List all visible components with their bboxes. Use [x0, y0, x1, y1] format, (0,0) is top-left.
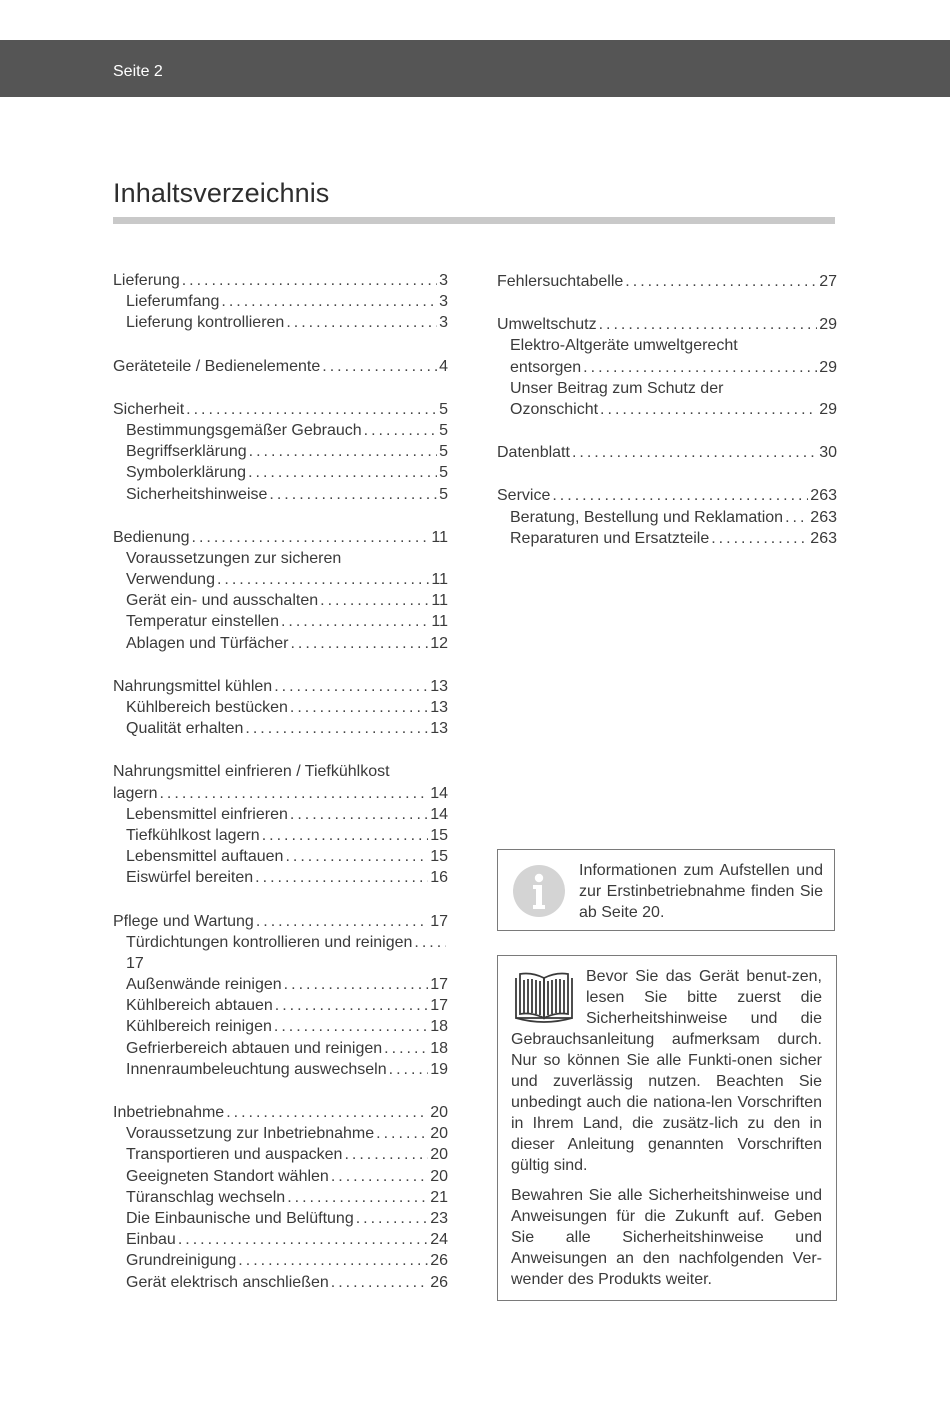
toc-page-number: 5: [439, 485, 448, 503]
toc-subentry: [497, 528, 837, 549]
toc-leader-dots: [331, 1166, 428, 1187]
toc-entry-title: Sicherheitshinweise: [126, 485, 268, 503]
toc-leader-dots: [281, 611, 429, 632]
toc-leader-dots: [245, 718, 428, 739]
toc-subentry: [497, 399, 837, 420]
toc-entry: [113, 1102, 448, 1123]
toc-page-number: 27: [819, 273, 837, 290]
toc-section: [497, 485, 837, 549]
toc-page-number: 13: [430, 677, 448, 695]
page-number-label: Seite 2: [113, 63, 163, 80]
toc-subentry: [497, 507, 837, 528]
toc-leader-dots: [286, 312, 437, 333]
toc-subentry: [113, 846, 448, 867]
toc-leader-dots: [269, 484, 437, 505]
toc-leader-dots: [290, 633, 428, 654]
toc-entry-title: Reparaturen und Ersatzteile: [510, 529, 710, 547]
toc-leader-dots: [572, 442, 817, 463]
toc-entry-title: Inbetriebnahme: [113, 1104, 225, 1121]
toc-page-number: 17: [126, 954, 144, 972]
toc-leader-dots: [274, 676, 428, 697]
toc-leader-dots: [285, 846, 428, 867]
toc-right-column: [497, 271, 837, 571]
toc-leader-dots: [249, 441, 437, 462]
toc-entry: [113, 527, 448, 548]
toc-leader-dots: [274, 1016, 428, 1037]
toc-leader-dots: [192, 527, 430, 548]
toc-page-number: 12: [430, 634, 448, 652]
toc-entry-title: entsorgen: [510, 358, 582, 376]
toc-subentry: [113, 1272, 448, 1293]
toc-section: [113, 761, 448, 888]
toc-leader-dots: [785, 507, 808, 528]
toc-page-number: 17: [430, 912, 448, 930]
toc-entry-title: Nahrungsmittel kühlen: [113, 677, 273, 695]
toc-page-number: 29: [819, 400, 837, 418]
toc-leader-dots: [287, 1187, 428, 1208]
toc-page-number: 5: [439, 400, 448, 418]
toc-leader-dots: [275, 995, 428, 1016]
toc-subentry: [497, 357, 837, 378]
toc-entry-title: Gerät ein- und ausschalten: [126, 592, 319, 610]
toc-entry-title: Temperatur einstellen: [126, 613, 279, 631]
toc-entry-title: Kühlbereich bestücken: [126, 699, 288, 716]
toc-page-number: 11: [431, 592, 448, 610]
toc-leader-dots: [376, 1123, 428, 1144]
toc-entry-title: Beratung, Bestellung und Reklamation: [510, 508, 784, 526]
toc-subentry: [113, 633, 448, 654]
toc-subentry: [113, 1166, 448, 1187]
toc-leader-dots: [600, 399, 817, 420]
toc-section: [113, 270, 448, 334]
page-title: Inhaltsverzeichnis: [113, 178, 330, 208]
toc-leader-dots: [356, 1208, 428, 1229]
toc-entry: [113, 783, 448, 804]
toc-subentry: [113, 697, 448, 718]
toc-page-number: 30: [819, 444, 837, 462]
toc-page-number: 13: [430, 699, 448, 716]
toc-leader-dots: [217, 569, 429, 590]
toc-leader-dots: [290, 697, 428, 718]
toc-leader-dots: [711, 528, 808, 549]
toc-page-number: 15: [430, 848, 448, 866]
toc-subentry: [113, 611, 448, 632]
toc-page-number: 23: [430, 1209, 448, 1227]
toc-entry: [497, 442, 837, 463]
toc-page-number: 15: [430, 826, 448, 844]
toc-subentry: [113, 312, 448, 333]
toc-leader-dots: [221, 291, 437, 312]
toc-subentry: [113, 718, 448, 739]
toc-page-number: 263: [810, 529, 837, 547]
toc-subentry: [113, 1208, 448, 1229]
toc-entry-title: Ablagen und Türfächer: [126, 634, 289, 652]
toc-subentry: [113, 291, 448, 312]
toc-entry: [497, 485, 837, 506]
toc-leader-dots: [414, 932, 446, 953]
toc-section: [113, 356, 448, 377]
toc-entry: [113, 356, 448, 377]
toc-subentry: [113, 484, 448, 505]
toc-section: [497, 314, 837, 420]
toc-page-number: 5: [439, 421, 448, 439]
toc-leader-dots: [186, 399, 437, 420]
toc-subentry: [113, 1250, 448, 1271]
toc-leader-dots: [256, 911, 428, 932]
toc-entry-title: Transportieren und auspacken: [126, 1146, 343, 1164]
toc-entry-title: Fehlersuchtabelle: [497, 273, 624, 290]
toc-entry-title: Lieferung kontrollieren: [126, 314, 285, 332]
toc-subentry: [113, 1038, 448, 1059]
read-instructions-text: [511, 966, 822, 1299]
toc-leader-dots: [262, 825, 429, 846]
toc-leader-dots: [248, 462, 437, 483]
info-icon: [513, 865, 565, 917]
toc-page-number: 21: [430, 1188, 448, 1206]
toc-page-number: 13: [430, 720, 448, 738]
toc-page-number: 17: [430, 976, 448, 994]
toc-page-number: 26: [430, 1273, 448, 1291]
toc-subentry: [113, 995, 448, 1016]
toc-entry-title: Geeigneten Standort wählen: [126, 1167, 329, 1185]
toc-entry-title: Lieferumfang: [126, 293, 220, 311]
toc-page-number: 11: [431, 613, 448, 631]
toc-leader-dots: [238, 1250, 428, 1271]
toc-page-number: 5: [439, 464, 448, 482]
toc-subentry: [113, 932, 448, 953]
toc-entry-title: Qualität erhalten: [126, 720, 244, 738]
toc-entry-title: Symbolerklärung: [126, 464, 247, 482]
toc-leader-dots: [322, 356, 437, 377]
toc-subentry: [113, 420, 448, 441]
read-instructions-box: [497, 955, 837, 1301]
toc-entry-title: Datenblatt: [497, 444, 570, 462]
toc-page-number: 5: [439, 443, 448, 461]
toc-page-number: 3: [439, 293, 448, 311]
toc-page-number: 24: [430, 1231, 448, 1249]
toc-page-number: 263: [810, 487, 837, 505]
toc-entry-title: Gefrierbereich abtauen und reinigen: [126, 1039, 383, 1057]
toc-entry-title: Gerät elektrisch anschließen: [126, 1273, 329, 1291]
toc-entry-title: Die Einbaunische und Belüftung: [126, 1209, 354, 1227]
toc-leader-dots: [552, 485, 808, 506]
toc-section: [497, 271, 837, 292]
toc-entry-title: Grundreinigung: [126, 1252, 237, 1270]
toc-leader-dots: [290, 804, 428, 825]
toc-page-number: 263: [810, 508, 837, 526]
toc-entry-title: Bestimmungsgemäßer Gebrauch: [126, 421, 362, 439]
toc-subentry: [113, 1144, 448, 1165]
toc-entry: [113, 676, 448, 697]
toc-entry-title: Lebensmittel auftauen: [126, 848, 284, 866]
toc-leader-dots: [364, 420, 437, 441]
toc-page-number: 26: [430, 1252, 448, 1270]
toc-subentry: [113, 1059, 448, 1080]
toc-entry-title: Tiefkühlkost lagern: [126, 826, 260, 844]
toc-page-number: 20: [430, 1146, 448, 1164]
toc-page-number: 17: [430, 997, 448, 1015]
toc-leader-dots: [159, 783, 428, 804]
toc-page-number: 11: [431, 528, 448, 546]
toc-subentry-title-line: Elektro-Altgeräte umweltgerecht: [510, 337, 738, 355]
toc-page-number: 14: [430, 784, 448, 802]
toc-subentry: [113, 1187, 448, 1208]
toc-entry: [497, 271, 837, 292]
toc-leader-dots: [625, 271, 817, 292]
toc-page-number: 20: [430, 1125, 448, 1143]
toc-page-number: 20: [430, 1167, 448, 1185]
toc-entry-title: Türdichtungen kontrollieren und reinigen: [126, 933, 413, 951]
info-note-box: [497, 849, 835, 931]
toc-page-number: 19: [430, 1060, 448, 1078]
toc-entry-title: Einbau: [126, 1231, 176, 1249]
toc-page-number: 3: [439, 314, 448, 332]
toc-entry: [497, 314, 837, 335]
toc-leader-dots: [182, 270, 437, 291]
toc-page-number: 3: [439, 272, 448, 289]
toc-leader-dots: [178, 1229, 428, 1250]
toc-section: [113, 527, 448, 654]
toc-left-column: [113, 270, 448, 1315]
toc-leader-dots: [344, 1144, 428, 1165]
read-paragraph-1: Bevor Sie das Gerät benut-zen, lesen Sie bitte zuerst die Sicherheitshinweise und die Gebrauchsanleitung aufmerksam durch. Nur so können Sie alle Funkti-onen sicher und zuverlässig nutzen. Beachten Sie unbedingt auch die nationa-len Vorschriften in Ihrem Land, die zusätz-lich zu den in dieser Anleitung genannten Vorschriften gültig sind.: [511, 968, 822, 1174]
read-paragraph-2: Bewahren Sie alle Sicherheitshinweise und Anweisungen für die Zukunft auf. Geben Sie alle Sicherheitshinweise und Anweisungen an den nachfolgenden Ver-wender des Produkts weiter.: [511, 1187, 822, 1288]
toc-subentry: [113, 1229, 448, 1250]
toc-section: [113, 399, 448, 505]
toc-entry: [113, 270, 448, 291]
toc-leader-dots: [331, 1272, 428, 1293]
toc-subentry: [113, 1016, 448, 1037]
toc-subentry: [113, 804, 448, 825]
toc-subentry: [113, 590, 448, 611]
toc-entry-title: Kühlbereich reinigen: [126, 1018, 272, 1036]
toc-entry-title: lagern: [113, 784, 158, 802]
toc-leader-dots: [226, 1102, 428, 1123]
title-underline: [113, 217, 835, 224]
toc-page-number: 29: [819, 358, 837, 376]
toc-section: [497, 442, 837, 463]
toc-leader-dots: [320, 590, 429, 611]
toc-entry-title: Voraussetzung zur Inbetriebnahme: [126, 1125, 375, 1143]
toc-page-number: 11: [431, 571, 448, 589]
toc-entry-title: Außenwände reinigen: [126, 976, 282, 994]
toc-subentry: [113, 462, 448, 483]
toc-entry-title: Geräteteile / Bedienelemente: [113, 357, 321, 375]
toc-entry-title: Umweltschutz: [497, 316, 597, 334]
toc-page-number: 16: [430, 869, 448, 887]
toc-leader-dots: [284, 974, 429, 995]
toc-entry-title: Ozonschicht: [510, 400, 599, 418]
toc-entry-title: Türanschlag wechseln: [126, 1188, 286, 1206]
toc-subentry-title-line: Voraussetzungen zur sicheren: [126, 549, 342, 567]
toc-subentry: [113, 441, 448, 462]
toc-page-number: 18: [430, 1039, 448, 1057]
toc-entry-title: Eiswürfel bereiten: [126, 869, 254, 887]
toc-entry: [113, 399, 448, 420]
toc-leader-dots: [255, 867, 428, 888]
toc-entry-title: Pflege und Wartung: [113, 912, 254, 930]
toc-section: [113, 911, 448, 1081]
toc-leader-dots: [384, 1038, 428, 1059]
toc-page-number: 29: [819, 316, 837, 334]
toc-section: [113, 1102, 448, 1293]
toc-entry: [113, 911, 448, 932]
toc-subentry: [113, 569, 448, 590]
toc-entry-title: Lebensmittel einfrieren: [126, 805, 288, 823]
toc-entry-title: Service: [497, 487, 551, 505]
toc-page-number: 4: [439, 357, 448, 375]
toc-leader-dots: [583, 357, 817, 378]
toc-section: [113, 676, 448, 740]
toc-page-number: 20: [430, 1104, 448, 1121]
info-note-text: Informationen zum Aufstellen und zur Erstinbetriebnahme finden Sie ab Seite 20.: [579, 862, 823, 921]
toc-entry-title: Kühlbereich abtauen: [126, 997, 273, 1015]
toc-entry-title: Sicherheit: [113, 400, 185, 418]
toc-subentry-title-line: Unser Beitrag zum Schutz der: [510, 379, 724, 397]
toc-leader-dots: [389, 1059, 429, 1080]
toc-leader-dots: [599, 314, 818, 335]
toc-page-number: 18: [430, 1018, 448, 1036]
toc-entry-title-line: Nahrungsmittel einfrieren / Tiefkühlkost: [113, 763, 390, 781]
toc-entry-title: Begriffserklärung: [126, 443, 247, 461]
toc-entry-title: Bedienung: [113, 528, 190, 546]
toc-subentry: [113, 1123, 448, 1144]
toc-entry-title: Lieferung: [113, 272, 180, 289]
toc-subentry: [113, 974, 448, 995]
toc-page-number: 14: [430, 805, 448, 823]
toc-subentry: [113, 825, 448, 846]
toc-entry-title: Verwendung: [126, 571, 215, 589]
toc-subentry: [113, 867, 448, 888]
toc-entry-title: Innenraumbeleuchtung auswechseln: [126, 1060, 387, 1078]
